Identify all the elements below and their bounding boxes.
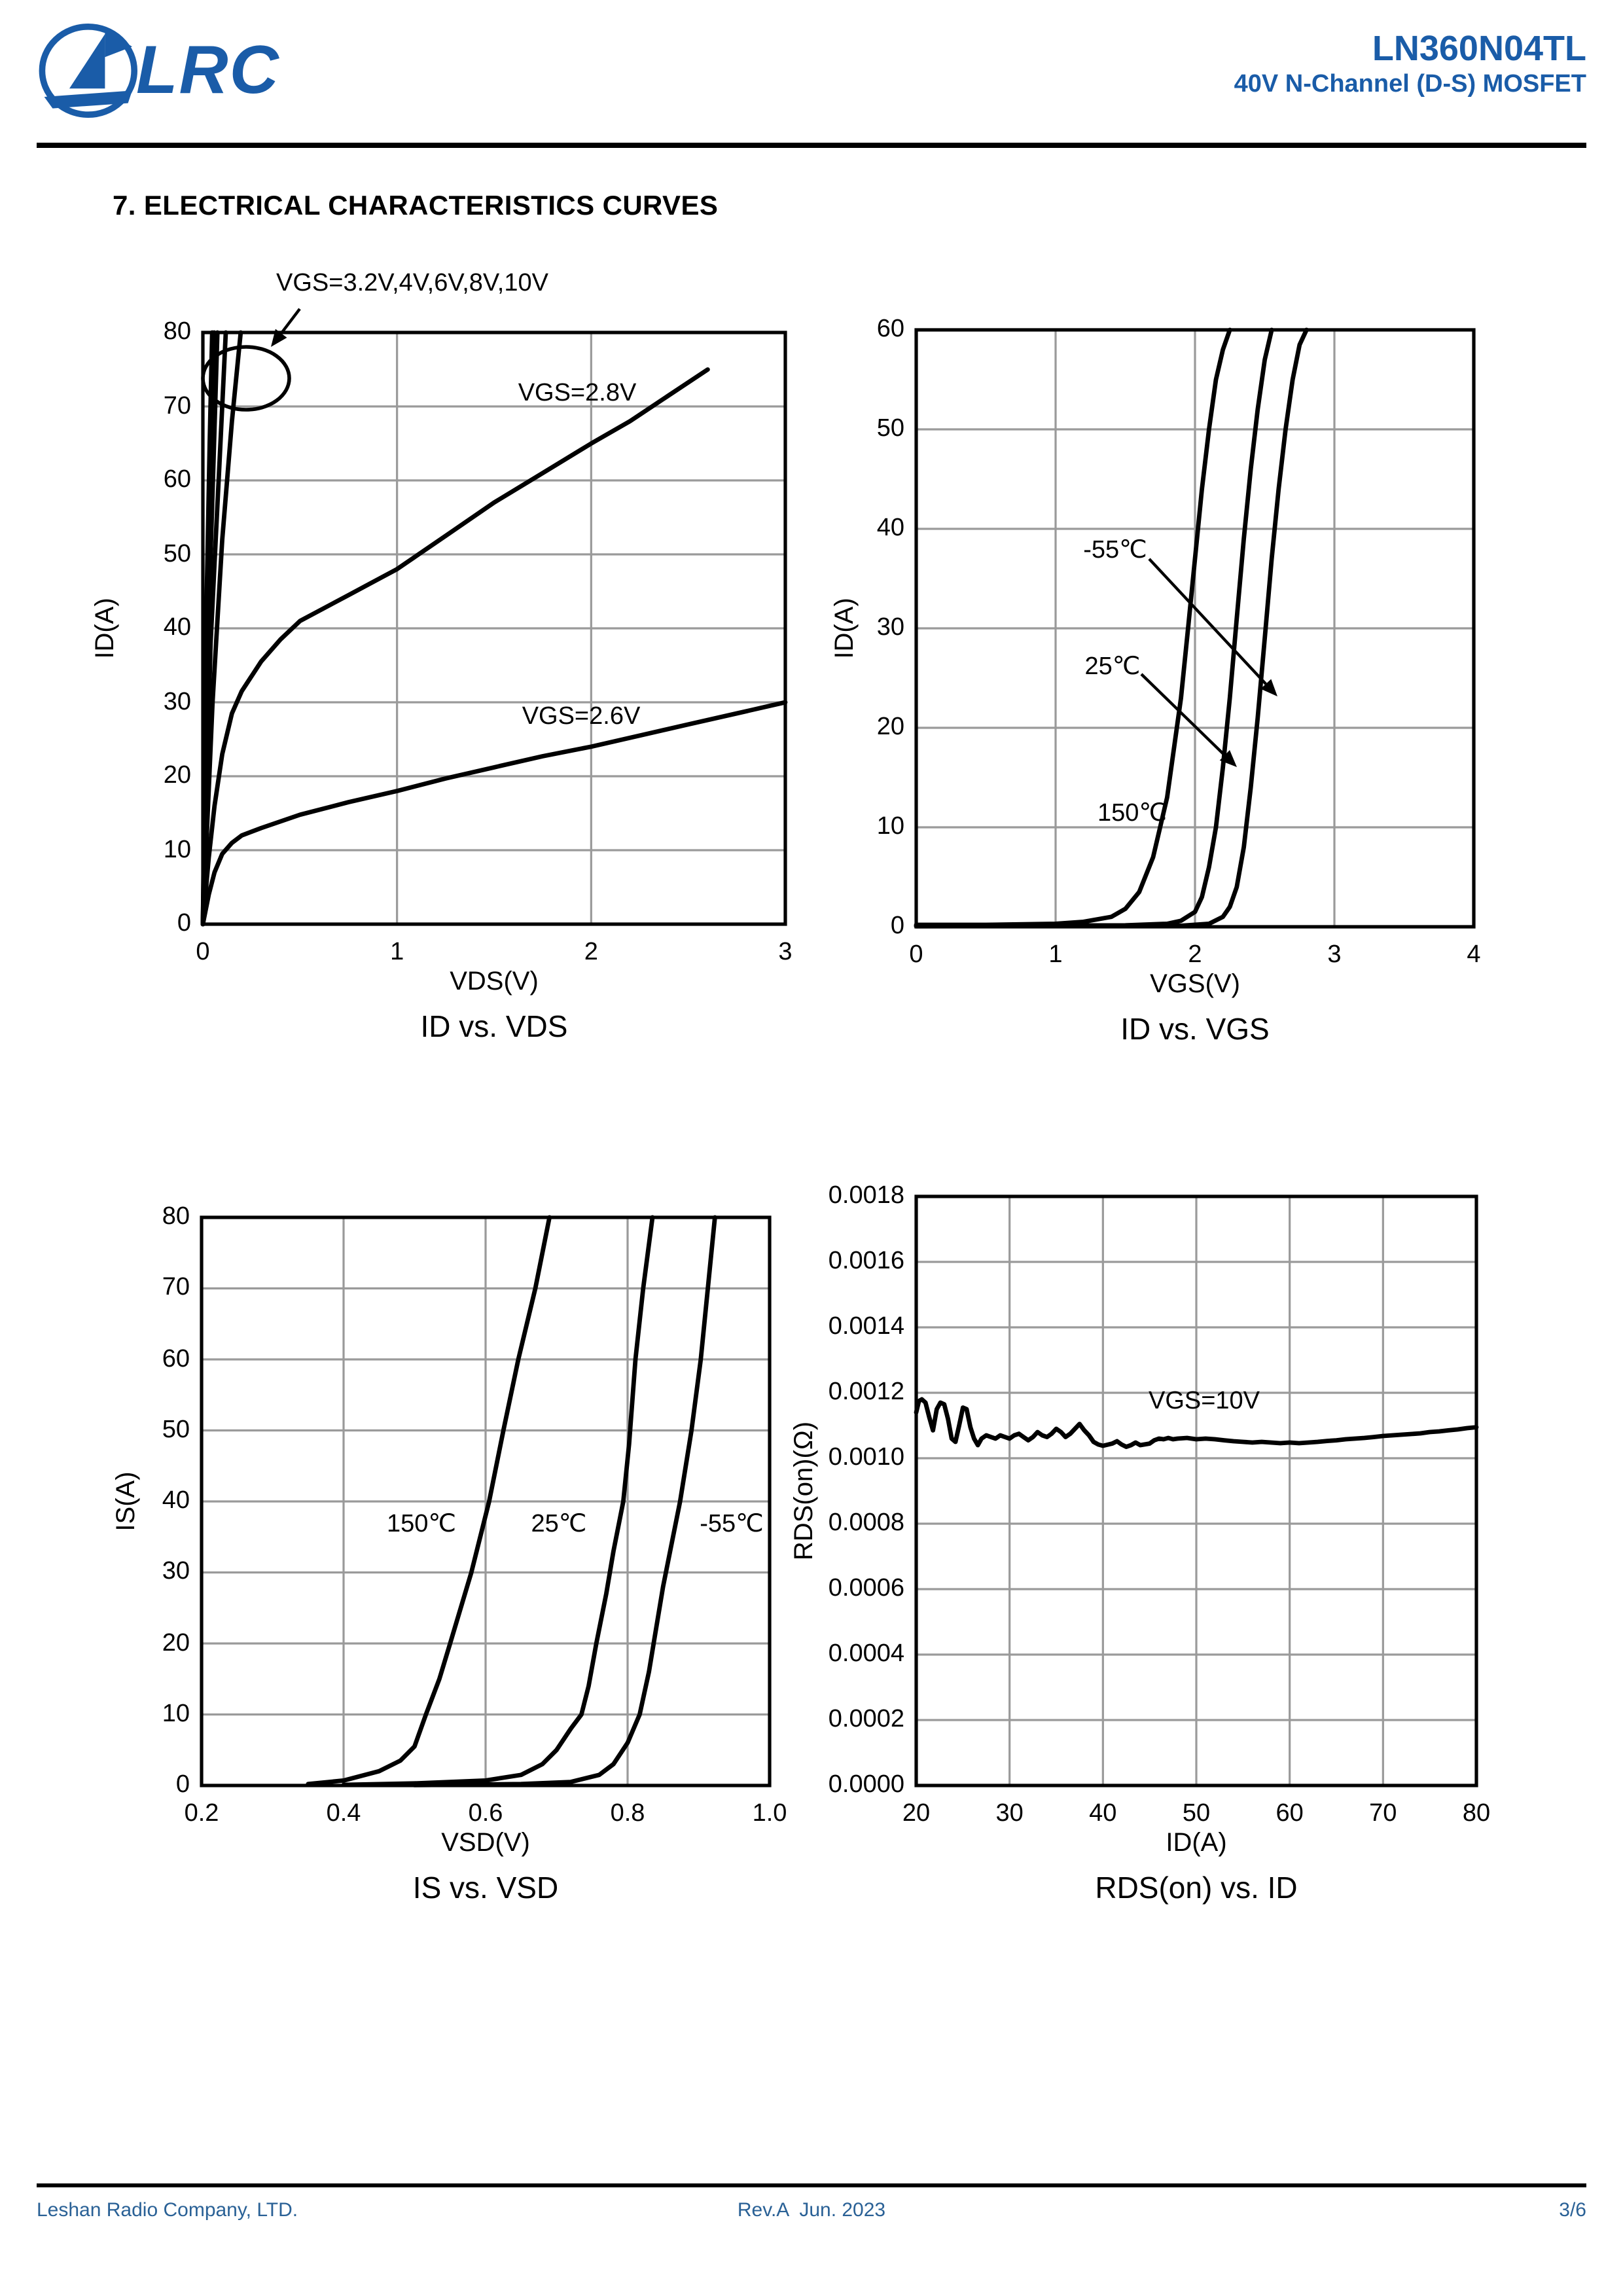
y-axis-label: IS(A) (112, 1471, 141, 1532)
part-description-subtitle: 40V N-Channel (D-S) MOSFET (1234, 71, 1586, 99)
annotation-label: VGS=10V (1148, 1387, 1260, 1414)
lrc-logo-icon (37, 24, 144, 118)
chart-title: IS vs. VSD (412, 1871, 559, 1905)
plot-area (202, 1217, 770, 1785)
y-tick-label: 0.0018 (828, 1182, 904, 1210)
x-tick-label: 1.0 (752, 1800, 787, 1827)
y-tick-label: 40 (163, 614, 191, 641)
x-tick-label: 0 (909, 941, 923, 969)
annotation-label: VGS=2.6V (522, 702, 641, 730)
x-tick-label: 60 (1275, 1800, 1304, 1827)
header-divider (37, 143, 1586, 147)
x-axis-label: VSD(V) (441, 1829, 530, 1857)
footer-company: Leshan Radio Company, LTD. (37, 2199, 298, 2221)
y-axis-label: ID(A) (91, 598, 120, 659)
series-VGS=2.6V (203, 702, 785, 924)
y-tick-label: 10 (163, 836, 191, 863)
x-tick-label: 3 (1327, 941, 1342, 969)
title-block (1234, 29, 1586, 101)
annotation-label: VGS=3.2V,4V,6V,8V,10V (276, 269, 548, 296)
annotation-label: 25℃ (531, 1510, 587, 1537)
y-tick-label: 60 (163, 466, 191, 493)
plot-area (916, 1196, 1476, 1785)
y-tick-label: 20 (163, 762, 191, 789)
x-axis-label: VDS(V) (450, 967, 539, 996)
x-tick-label: 0.2 (184, 1800, 219, 1827)
y-tick-label: 0.0014 (828, 1313, 904, 1340)
annotation-label: VGS=2.8V (518, 379, 637, 406)
y-tick-label: 30 (163, 688, 191, 715)
logo-text: LRC (136, 33, 280, 109)
x-tick-label: 40 (1089, 1800, 1117, 1827)
x-tick-label: 4 (1467, 941, 1481, 969)
y-tick-label: 0.0006 (828, 1575, 904, 1602)
chart-id-vs-vgs (830, 315, 1481, 1046)
x-tick-label: 0 (196, 939, 210, 966)
y-tick-label: 0 (890, 912, 904, 940)
chart-title: ID vs. VGS (1120, 1012, 1270, 1046)
y-tick-label: 70 (163, 392, 191, 420)
chart-rdson-vs-id (790, 1182, 1491, 1905)
y-tick-label: 20 (162, 1629, 190, 1657)
y-tick-label: 30 (162, 1558, 190, 1586)
x-tick-label: 0.4 (326, 1800, 361, 1827)
y-tick-label: 0.0010 (828, 1444, 904, 1471)
plot-area (916, 330, 1474, 927)
x-axis-label: VGS(V) (1150, 970, 1240, 999)
chart-title: ID vs. VDS (420, 1009, 568, 1043)
y-tick-label: 40 (876, 514, 904, 542)
x-tick-label: 1 (390, 939, 404, 966)
y-tick-label: 0.0000 (828, 1771, 904, 1799)
y-tick-label: 10 (876, 813, 904, 840)
section-heading: 7. ELECTRICAL CHARACTERISTICS CURVES (113, 191, 719, 221)
x-tick-label: 0.8 (610, 1800, 645, 1827)
y-axis-label: ID(A) (830, 598, 859, 659)
chart-is-vs-vsd (112, 1203, 787, 1905)
y-tick-label: 0.0002 (828, 1706, 904, 1733)
y-tick-label: 60 (162, 1345, 190, 1372)
x-tick-label: 2 (584, 939, 598, 966)
lrc-logo (37, 24, 280, 118)
footer-divider (37, 2183, 1586, 2187)
y-tick-label: 70 (162, 1274, 190, 1302)
y-tick-label: 80 (162, 1203, 190, 1230)
x-axis-label: ID(A) (1166, 1829, 1227, 1857)
series-VGS=2.8V (203, 370, 707, 924)
y-tick-label: 20 (876, 713, 904, 741)
part-number-title: LN360N04TL (1372, 29, 1586, 68)
y-axis-label: RDS(on)(Ω) (790, 1421, 819, 1561)
x-tick-label: 80 (1462, 1800, 1491, 1827)
x-tick-label: 0.6 (468, 1800, 503, 1827)
annotation-arrow-line (1149, 559, 1266, 684)
plot-area (203, 269, 785, 924)
y-tick-label: 0 (177, 910, 191, 937)
chart-title: RDS(on) vs. ID (1095, 1871, 1298, 1905)
annotation-label: 150℃ (1097, 799, 1168, 827)
x-tick-label: 50 (1182, 1800, 1211, 1827)
y-tick-label: 0.0016 (828, 1247, 904, 1275)
x-tick-label: 70 (1369, 1800, 1397, 1827)
y-tick-label: 30 (876, 614, 904, 641)
footer-page-number: 3/6 (1559, 2199, 1586, 2221)
y-tick-label: 80 (163, 318, 191, 346)
x-tick-label: 20 (902, 1800, 931, 1827)
y-tick-label: 0.0008 (828, 1509, 904, 1537)
annotation-label: 150℃ (386, 1510, 457, 1537)
y-tick-label: 0 (175, 1771, 190, 1799)
x-tick-label: 1 (1048, 941, 1063, 969)
y-tick-label: 60 (876, 315, 904, 343)
annotation-label: -55℃ (1083, 536, 1147, 564)
y-tick-label: 0.0004 (828, 1640, 904, 1668)
x-tick-label: 3 (778, 939, 793, 966)
y-tick-label: 50 (162, 1416, 190, 1444)
y-tick-label: 0.0012 (828, 1378, 904, 1406)
y-tick-label: 10 (162, 1700, 190, 1728)
footer-revision: Rev.A Jun. 2023 (737, 2199, 886, 2221)
y-tick-label: 50 (163, 540, 191, 567)
annotation-label: -55℃ (700, 1510, 764, 1537)
annotation-label: 25℃ (1084, 653, 1141, 680)
y-tick-label: 50 (876, 415, 904, 442)
x-tick-label: 30 (995, 1800, 1024, 1827)
y-tick-label: 40 (162, 1487, 190, 1515)
annotation-arrow-line (281, 309, 300, 333)
chart-id-vs-vds (91, 269, 793, 1043)
x-tick-label: 2 (1188, 941, 1202, 969)
